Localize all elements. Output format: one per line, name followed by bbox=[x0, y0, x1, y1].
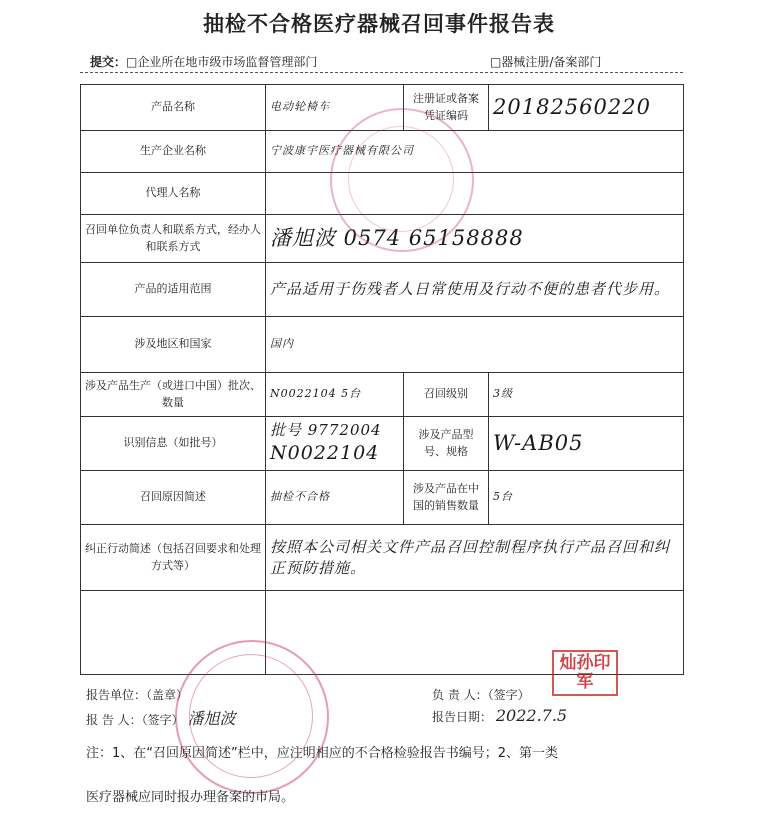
responsible-label: 负 责 人：（签字） bbox=[432, 688, 530, 702]
divider bbox=[80, 72, 683, 73]
submit-line bbox=[90, 53, 317, 70]
ident-value bbox=[266, 417, 404, 471]
scope-label: 产品的适用范围 bbox=[81, 263, 266, 317]
contact-value: 潘旭波 0574 65158888 bbox=[266, 215, 684, 263]
table-row bbox=[81, 525, 684, 591]
report-date bbox=[432, 706, 567, 725]
contact-label: 召回单位负责人和联系方式，经办人和联系方式 bbox=[81, 215, 266, 263]
blank-cell-left bbox=[81, 591, 266, 675]
table-row bbox=[81, 317, 684, 373]
table-row bbox=[81, 215, 684, 263]
recall-level-value: 3级 bbox=[489, 373, 684, 417]
scope-value: 产品适用于伤残者人日常使用及行动不便的患者代步用。 bbox=[266, 263, 684, 317]
sales-value: 5台 bbox=[489, 471, 684, 525]
manufacturer-value: 宁波康宇医疗器械有限公司 bbox=[266, 131, 684, 173]
submit-label: 提交： bbox=[90, 55, 127, 69]
reason-value: 抽检不合格 bbox=[266, 471, 404, 525]
submit-option-registration[interactable]: □器械注册/备案部门 bbox=[490, 55, 602, 69]
report-unit-label: 报告单位：（盖章） bbox=[86, 688, 189, 702]
product-name-value: 电动轮椅车 bbox=[266, 85, 404, 131]
table-row bbox=[81, 85, 684, 131]
page-title: 抽检不合格医疗器械召回事件报告表 bbox=[203, 12, 555, 36]
table-row bbox=[81, 417, 684, 471]
table-row bbox=[81, 131, 684, 173]
recall-level-label: 召回级别 bbox=[404, 373, 489, 417]
region-value: 国内 bbox=[266, 317, 684, 373]
ident-label: 识别信息（如批号） bbox=[81, 417, 266, 471]
agent-value bbox=[266, 173, 684, 215]
batch-label: 涉及产品生产（或进口中国）批次、数量 bbox=[81, 373, 266, 417]
note-line-2: 医疗器械应同时报办理备案的市局。 bbox=[86, 790, 295, 805]
action-label: 纠正行动简述（包括召回要求和处理方式等） bbox=[81, 525, 266, 591]
submit-option-city[interactable]: □企业所在地市级市场监督管理部门 bbox=[126, 55, 318, 69]
report-date-value: 2022.7.5 bbox=[495, 706, 568, 725]
table-row bbox=[81, 263, 684, 317]
model-label: 涉及产品型号、规格 bbox=[404, 417, 489, 471]
table-row bbox=[81, 173, 684, 215]
table-row bbox=[81, 373, 684, 417]
responsible-personal-seal: 灿孙印军 bbox=[552, 650, 618, 696]
batch-value: N0022104 5台 bbox=[266, 373, 404, 417]
reporter-signature: 潘旭波 bbox=[187, 709, 236, 728]
note-line-1: 注：1、在“召回原因简述”栏中，应注明相应的不合格检验报告书编号；2、第一类 bbox=[86, 746, 559, 761]
model-value: W-AB05 bbox=[489, 417, 684, 471]
agent-label: 代理人名称 bbox=[81, 173, 266, 215]
table-row bbox=[81, 471, 684, 525]
reg-cert-value: 20182560220 bbox=[489, 85, 684, 131]
sales-label: 涉及产品在中国的销售数量 bbox=[404, 471, 489, 525]
reason-label: 召回原因简述 bbox=[81, 471, 266, 525]
report-form-table bbox=[80, 84, 684, 675]
manufacturer-label: 生产企业名称 bbox=[81, 131, 266, 173]
ident-value-line2: N0022104 bbox=[270, 441, 380, 464]
report-date-label: 报告日期： bbox=[432, 710, 493, 724]
reporter-label-text: 报 告 人：（签字） bbox=[86, 713, 184, 727]
reg-cert-label: 注册证或备案凭证编码 bbox=[404, 85, 489, 131]
blank-cell-right bbox=[266, 591, 684, 675]
action-value: 按照本公司相关文件产品召回控制程序执行产品召回和纠正预防措施。 bbox=[266, 525, 684, 591]
region-label: 涉及地区和国家 bbox=[81, 317, 266, 373]
product-name-label: 产品名称 bbox=[81, 85, 266, 131]
reporter-label bbox=[86, 706, 235, 729]
ident-value-line1: 批号 9772004 bbox=[270, 421, 382, 440]
